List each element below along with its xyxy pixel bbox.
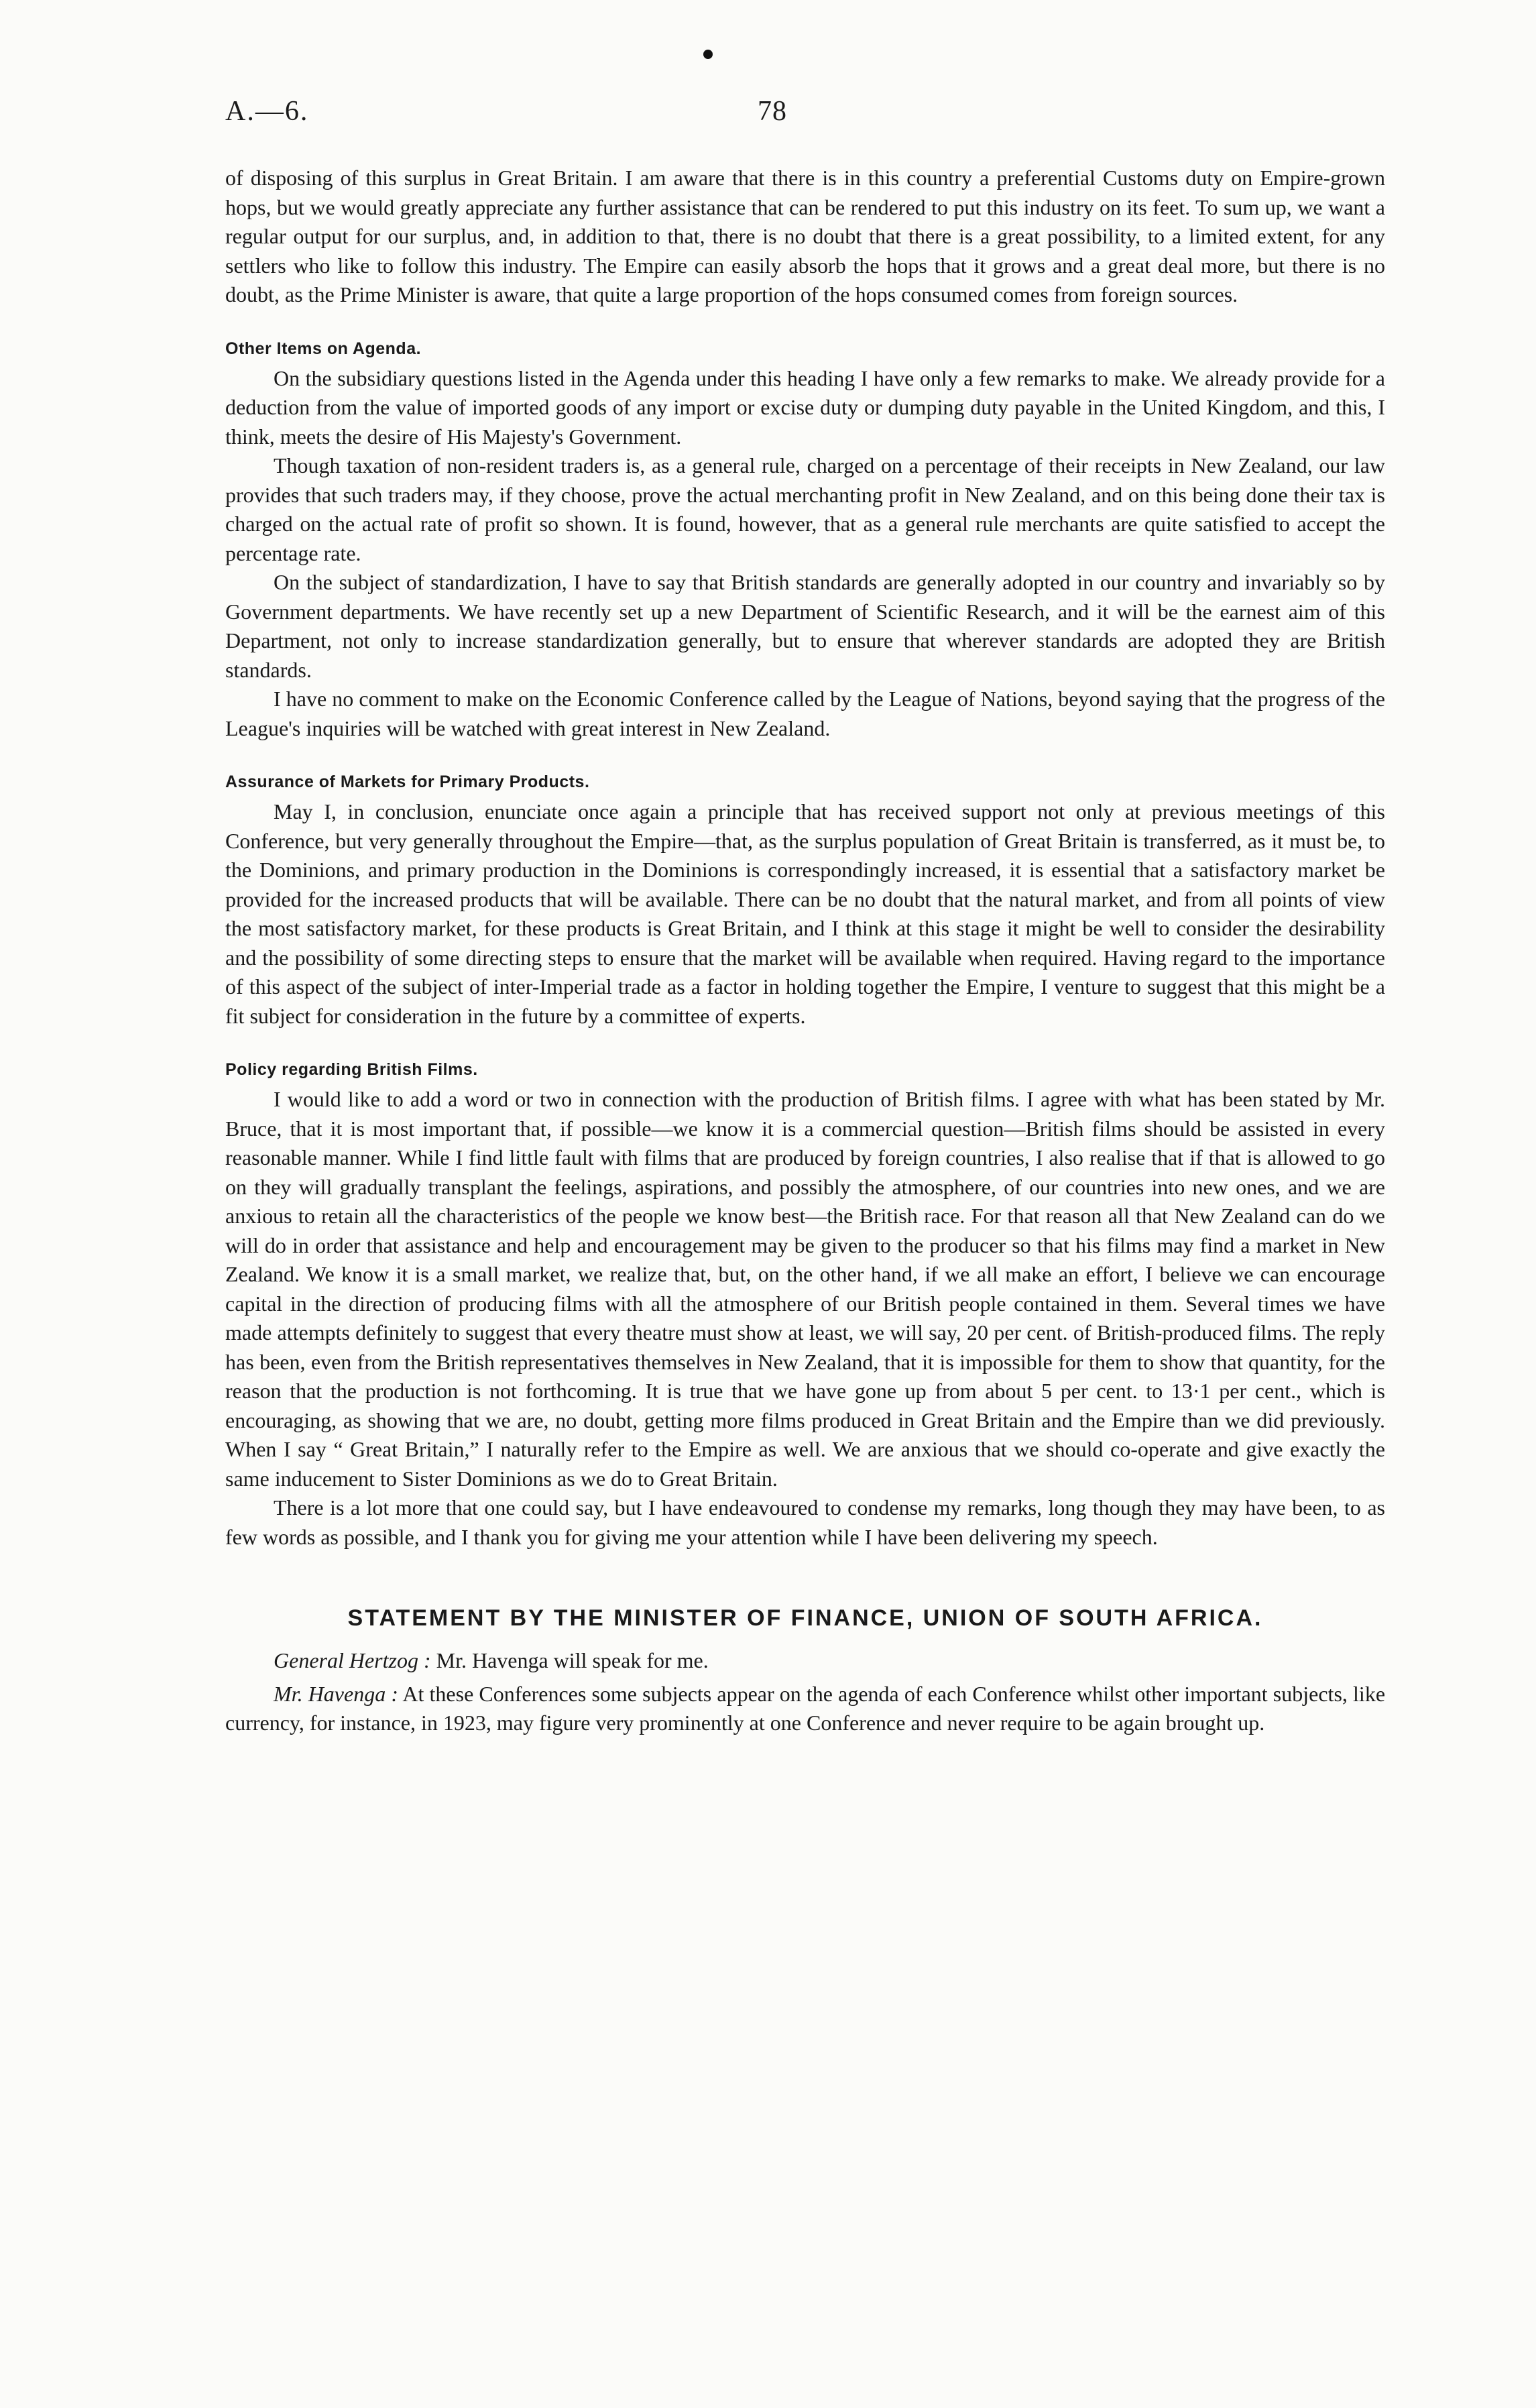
speaker-line [225, 1646, 1385, 1676]
statement-heading: STATEMENT BY THE MINISTER OF FINANCE, UNION OF SOUTH AFRICA. [347, 1605, 1263, 1631]
page-body [225, 164, 1385, 1738]
speech-text: Mr. Havenga will speak for me. [436, 1648, 709, 1672]
paragraph: On the subject of standardization, I have to say that British standards are generally adopted in our country and invariably so by Government departments. We have recently set up a new Department of Scientific Research, and it will be the earnest aim of this Department, not only to increase standardization generally, but to ensure that wherever standards are adopted they are British standards. [225, 570, 1385, 682]
speaker-name: Mr. Havenga : [274, 1681, 399, 1706]
continued-paragraph: of disposing of this surplus in Great Britain. I am aware that there is in this country a preferential Customs duty on Empire-grown hops, but we would greatly appreciate any further assistance that can be rendered to put this industry on its feet. To sum up, we want a regular output for our surplus, and, in addition to that, there is no doubt that there is a great possibility, to a limited extent, for any settlers who like to follow this industry. The Empire can easily absorb the hops that it grows and a great deal more, but there is no doubt, as the Prime Minister is aware, that quite a large proportion of the hops consumed comes from foreign sources. [225, 166, 1385, 306]
speaker-line [225, 1680, 1385, 1738]
page-number: 78 [758, 96, 787, 127]
speaker-name: General Hertzog : [274, 1648, 431, 1672]
document-reference: A.—6. [225, 96, 309, 127]
paragraph: On the subsidiary questions listed in the Agenda under this heading I have only a few remarks to make. We already provide for a deduction from the value of imported goods of any import or excise duty or dumping duty payable in the United Kingdom, and this, I think, meets the desire of His Majesty's Government. [225, 365, 1385, 449]
section-heading-other-items: Other Items on Agenda. [225, 339, 422, 358]
section-heading-films: Policy regarding British Films. [225, 1060, 478, 1079]
section-heading-assurance: Assurance of Markets for Primary Products. [225, 772, 590, 791]
paragraph: I have no comment to make on the Economic Conference called by the League of Nations, beyond saying that the progress of the League's inquiries will be watched with great interest in New Zealand. [225, 687, 1385, 740]
paragraph: Though taxation of non-resident traders is, as a general rule, charged on a percentage of their receipts in New Zealand, our law provides that such traders may, if they choose, prove the actual merchanting profit in New Zealand, and on this being done their tax is charged on the actual rate of profit so shown. It is found, however, that as a general rule merchants are quite satisfied to accept the percentage rate. [225, 453, 1385, 565]
paragraph: May I, in conclusion, enunciate once again a principle that has received support not only at previous meetings of this Conference, but very generally throughout the Empire—that, as the surplus population of Great Britain is transferred, as it must be, to the Dominions, and primary production in the Dominions is correspondingly increased, it is essential that a satisfactory market be provided for the increased products that will be available. There can be no doubt that the natural market, and from all points of view the most satisfactory market, for these products is Great Britain, and I think at this stage it might be well to consider the desirability and the possibility of some directing steps to ensure that the market will be available when required. Having regard to the importance of this aspect of the subject of inter-Imperial trade as a factor in holding together the Empire, I venture to suggest that this might be a fit subject for consideration in the future by a committee of experts. [225, 799, 1385, 1028]
speech-text: At these Conferences some subjects appear on the agenda of each Conference whilst other important subjects, like currency, for instance, in 1923, may figure very prominently at one Conference and never require to be again brought up. [225, 1681, 1386, 1735]
paragraph: There is a lot more that one could say, but I have endeavoured to condense my remarks, long though they may have been, to as few words as possible, and I thank you for giving me your attention while I have been delivering my speech. [225, 1495, 1385, 1549]
printer-mark-dot [703, 50, 713, 59]
paragraph: I would like to add a word or two in connection with the production of British films. I agree with what has been stated by Mr. Bruce, that it is most important that, if possible—we know it is a commercial question—British films should be assisted in every reasonable manner. While I find little fault with films that are produced by foreign countries, I also realise that if that is allowed to go on they will gradually transplant the feelings, aspirations, and possibly the atmosphere, of our countries into new ones, and we are anxious to retain all the characteristics of the people we know best—the British race. For that reason all that New Zealand can do we will do in order that assistance and help and encouragement may be given to the producer so that his films may find a market in New Zealand. We know it is a small market, we realize that, but, on the other hand, if we all make an effort, I believe we can encourage capital in the direction of producing films with all the atmosphere of our British people contained in them. Several times we have made attempts definitely to suggest that every theatre must show at least, we will say, 20 per cent. of British-produced films. The reply has been, even from the British representatives themselves in New Zealand, that it is impossible for them to show that quantity, for the reason that the production is not forthcoming. It is true that we have gone up from about 5 per cent. to 13·1 per cent., which is encouraging, as showing that we are, no doubt, getting more films produced in Great Britain and the Empire than we did previously. When I say “ Great Britain,” I naturally refer to the Empire as well. We are anxious that we should co-operate and give exactly the same inducement to Sister Dominions as we do to Great Britain. [225, 1087, 1385, 1491]
